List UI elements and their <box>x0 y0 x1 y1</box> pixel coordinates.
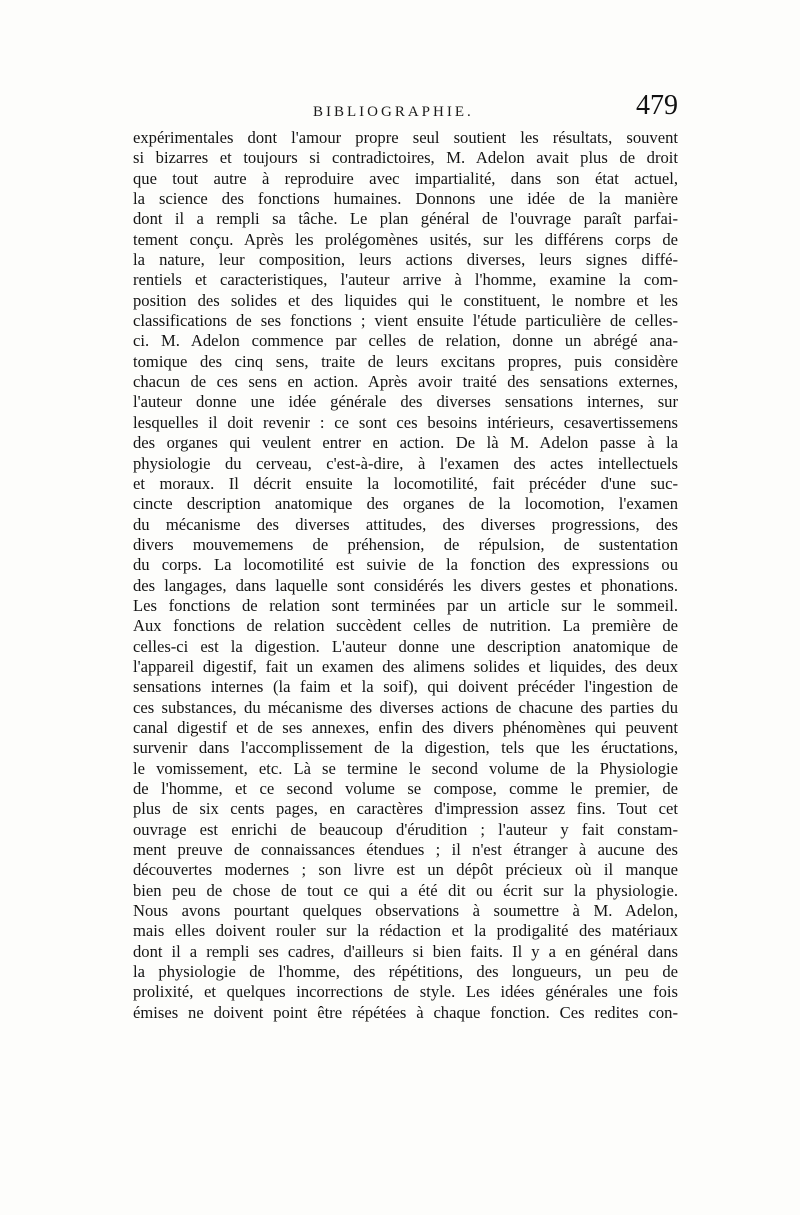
text-line: la physiologie de l'homme, des répétitions, des longueurs, un peu de <box>133 962 678 982</box>
body-text <box>133 128 678 1023</box>
text-line: divers mouvememens de préhension, de répulsion, de sustentation <box>133 534 678 554</box>
text-line: lesquelles il doit revenir : ce sont ces besoins intérieurs, cesavertissemens <box>133 412 678 432</box>
text-line: canal digestif et de ses annexes, enfin des divers phénomènes qui peuvent <box>133 717 678 737</box>
text-line: du mécanisme des diverses attitudes, des diverses progressions, des <box>133 514 678 534</box>
text-line: celles-ci est la digestion. L'auteur donne une description anatomique de <box>133 636 678 656</box>
text-line: physiologie du cerveau, c'est-à-dire, à l'examen des actes intellectuels <box>133 453 678 473</box>
text-line: que tout autre à reproduire avec impartialité, dans son état actuel, <box>133 168 678 188</box>
text-line: si bizarres et toujours si contradictoires, M. Adelon avait plus de droit <box>133 148 678 168</box>
text-line: ment preuve de connaissances étendues ; il n'est étranger à aucune des <box>133 840 678 860</box>
text-line: ces substances, du mécanisme des diverses actions de chacune des parties du <box>133 697 678 717</box>
text-line: tomique des cinq sens, traite de leurs excitans propres, puis considère <box>133 351 678 371</box>
text-line: ci. M. Adelon commence par celles de relation, donne un abrégé ana- <box>133 331 678 351</box>
text-line: rentiels et caracteristiques, l'auteur arrive à l'homme, examine la com- <box>133 270 678 290</box>
text-line: dont il a rempli sa tâche. Le plan général de l'ouvrage paraît parfai- <box>133 209 678 229</box>
text-line: tement conçu. Après les prolégomènes usités, sur les différens corps de <box>133 229 678 249</box>
text-line: survenir dans l'accomplissement de la digestion, tels que les éructations, <box>133 738 678 758</box>
running-head: BIBLIOGRAPHIE. <box>313 104 474 120</box>
text-line: le vomissement, etc. Là se termine le second volume de la Physiologie <box>133 758 678 778</box>
text-line: et moraux. Il décrit ensuite la locomotilité, fait précéder d'une suc- <box>133 473 678 493</box>
text-line: de l'homme, et ce second volume se compose, comme le premier, de <box>133 779 678 798</box>
text-line: plus de six cents pages, en caractères d'impression assez fins. Tout cet <box>133 799 678 819</box>
text-line: la nature, leur composition, leurs actions diverses, leurs signes diffé- <box>133 250 678 270</box>
text-line: cincte description anatomique des organes de la locomotion, l'examen <box>133 494 678 514</box>
text-line: mais elles doivent rouler sur la rédaction et la prodigalité des matériaux <box>133 921 678 941</box>
text-line: des organes qui veulent entrer en action. De là M. Adelon passe à la <box>133 433 678 453</box>
text-line: Nous avons pourtant quelques observations à soumettre à M. Adelon, <box>133 901 678 921</box>
text-line: bien peu de chose de tout ce qui a été dit ou écrit sur la physiologie. <box>133 880 678 900</box>
text-line: découvertes modernes ; son livre est un dépôt précieux où il manque <box>133 860 678 880</box>
page-header <box>133 90 678 126</box>
text-line: chacun de ces sens en action. Après avoir traité des sensations externes, <box>133 372 678 392</box>
text-line: l'appareil digestif, fait un examen des alimens solides et liquides, des deux <box>133 656 678 676</box>
text-line: classifications de ses fonctions ; vient ensuite l'étude particulière de celles- <box>133 311 678 331</box>
text-line: prolixité, et quelques incorrections de style. Les idées générales une fois <box>133 982 678 1002</box>
text-line: des langages, dans laquelle sont considérés les divers gestes et phonations. <box>133 575 678 595</box>
text-line: position des solides et des liquides qui le constituent, le nombre et les <box>133 290 678 310</box>
text-line: la science des fonctions humaines. Donnons une idée de la manière <box>133 189 678 209</box>
text-line: Aux fonctions de relation succèdent celles de nutrition. La première de <box>133 616 678 636</box>
text-line: expérimentales dont l'amour propre seul soutient les résultats, souvent <box>133 128 678 147</box>
text-line: l'auteur donne une idée générale des diverses sensations internes, sur <box>133 392 678 412</box>
text-line: émises ne doivent point être répétées à chaque fonction. Ces redites con- <box>133 1002 678 1022</box>
text-line: ouvrage est enrichi de beaucoup d'érudition ; l'auteur y fait constam- <box>133 819 678 839</box>
text-line: sensations internes (la faim et la soif), qui doivent précéder l'ingestion de <box>133 677 678 697</box>
page-number: 479 <box>636 90 678 121</box>
text-line: Les fonctions de relation sont terminées par un article sur le sommeil. <box>133 595 678 615</box>
text-line: du corps. La locomotilité est suivie de la fonction des expressions ou <box>133 555 678 575</box>
text-line: dont il a rempli ses cadres, d'ailleurs si bien faits. Il y a en général dans <box>133 941 678 961</box>
